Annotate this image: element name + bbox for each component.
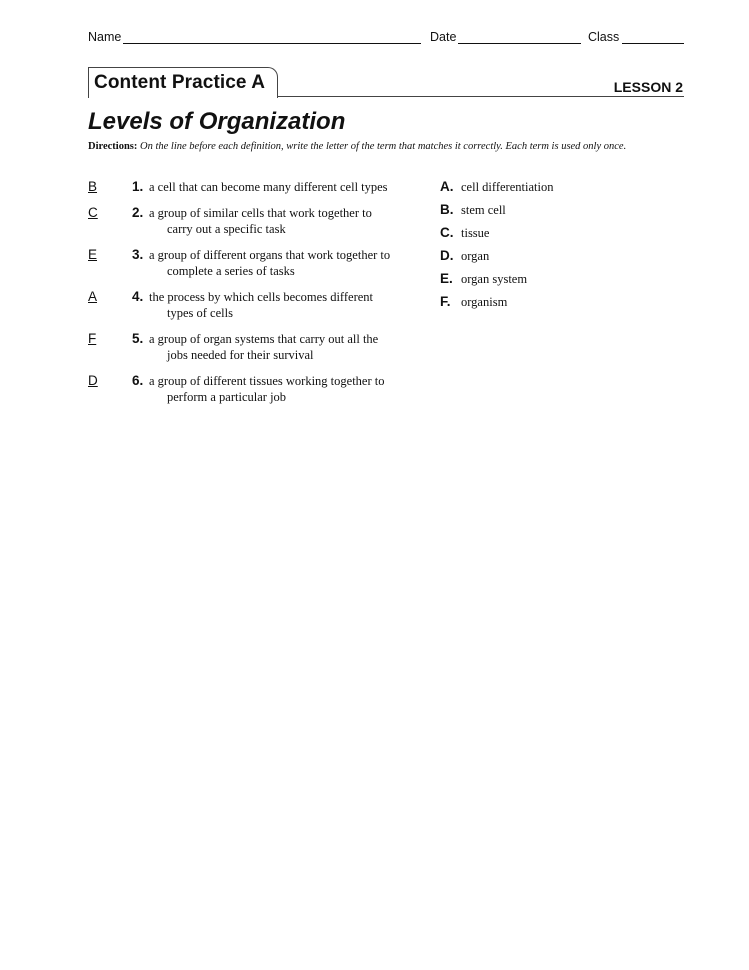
question-text [149, 248, 421, 279]
question-line-continued: complete a series of tasks [167, 263, 295, 278]
answer-blank[interactable]: C [88, 205, 98, 220]
question-line: a group of similar cells that work together to [149, 206, 372, 220]
question-line: a group of organ systems that carry out all the [149, 332, 379, 346]
term-text: stem cell [461, 203, 506, 217]
question-line-continued: jobs needed for their survival [167, 347, 314, 362]
term-letter: E. [440, 271, 453, 286]
term-letter: B. [440, 202, 454, 217]
answer-blank[interactable]: B [88, 179, 98, 194]
term-letter: D. [440, 248, 454, 263]
answer-blank[interactable]: D [88, 373, 98, 388]
question-line-continued: types of cells [167, 305, 233, 320]
directions [88, 140, 628, 154]
class-blank-line[interactable] [622, 43, 684, 44]
directions-label: Directions: [88, 141, 138, 152]
term-letter: C. [440, 225, 454, 240]
worksheet-header [88, 30, 684, 46]
term-text: organ [461, 249, 490, 263]
question-text [149, 206, 421, 237]
question-number: 3. [132, 247, 144, 262]
name-label: Name [88, 30, 122, 44]
term-text: cell differentiation [461, 180, 554, 194]
page-title: Levels of Organization [88, 108, 346, 135]
class-label: Class [588, 30, 620, 44]
question-text [149, 374, 421, 405]
tab-title: Content Practice A [94, 72, 266, 93]
question-text [149, 290, 421, 321]
question-line-continued: perform a particular job [167, 389, 287, 404]
question-number: 1. [132, 179, 144, 194]
date-label: Date [430, 30, 457, 44]
term-text: organism [461, 295, 508, 309]
question-text [149, 180, 421, 196]
question-line: the process by which cells becomes different [149, 290, 373, 304]
lesson-label: LESSON 2 [613, 79, 683, 95]
term-letter: F. [440, 294, 451, 309]
answer-blank[interactable]: F [88, 331, 97, 346]
answer-blank[interactable]: A [88, 289, 98, 304]
question-number: 5. [132, 331, 144, 346]
question-line: a group of different tissues working together to [149, 374, 385, 388]
name-blank-line[interactable] [123, 43, 421, 44]
question-text [149, 332, 421, 363]
date-blank-line[interactable] [458, 43, 581, 44]
question-number: 2. [132, 205, 144, 220]
question-line: a group of different organs that work together to [149, 248, 391, 262]
question-line: a cell that can become many different cell types [149, 180, 388, 194]
question-line-continued: carry out a specific task [167, 221, 286, 236]
directions-text: On the line before each definition, write the letter of the term that matches it correctly. Each term is used only once. [140, 141, 627, 152]
question-number: 6. [132, 373, 144, 388]
term-text: organ system [461, 272, 528, 286]
term-letter: A. [440, 179, 454, 194]
term-text: tissue [461, 226, 490, 240]
answer-blank[interactable]: E [88, 247, 98, 262]
question-number: 4. [132, 289, 144, 304]
